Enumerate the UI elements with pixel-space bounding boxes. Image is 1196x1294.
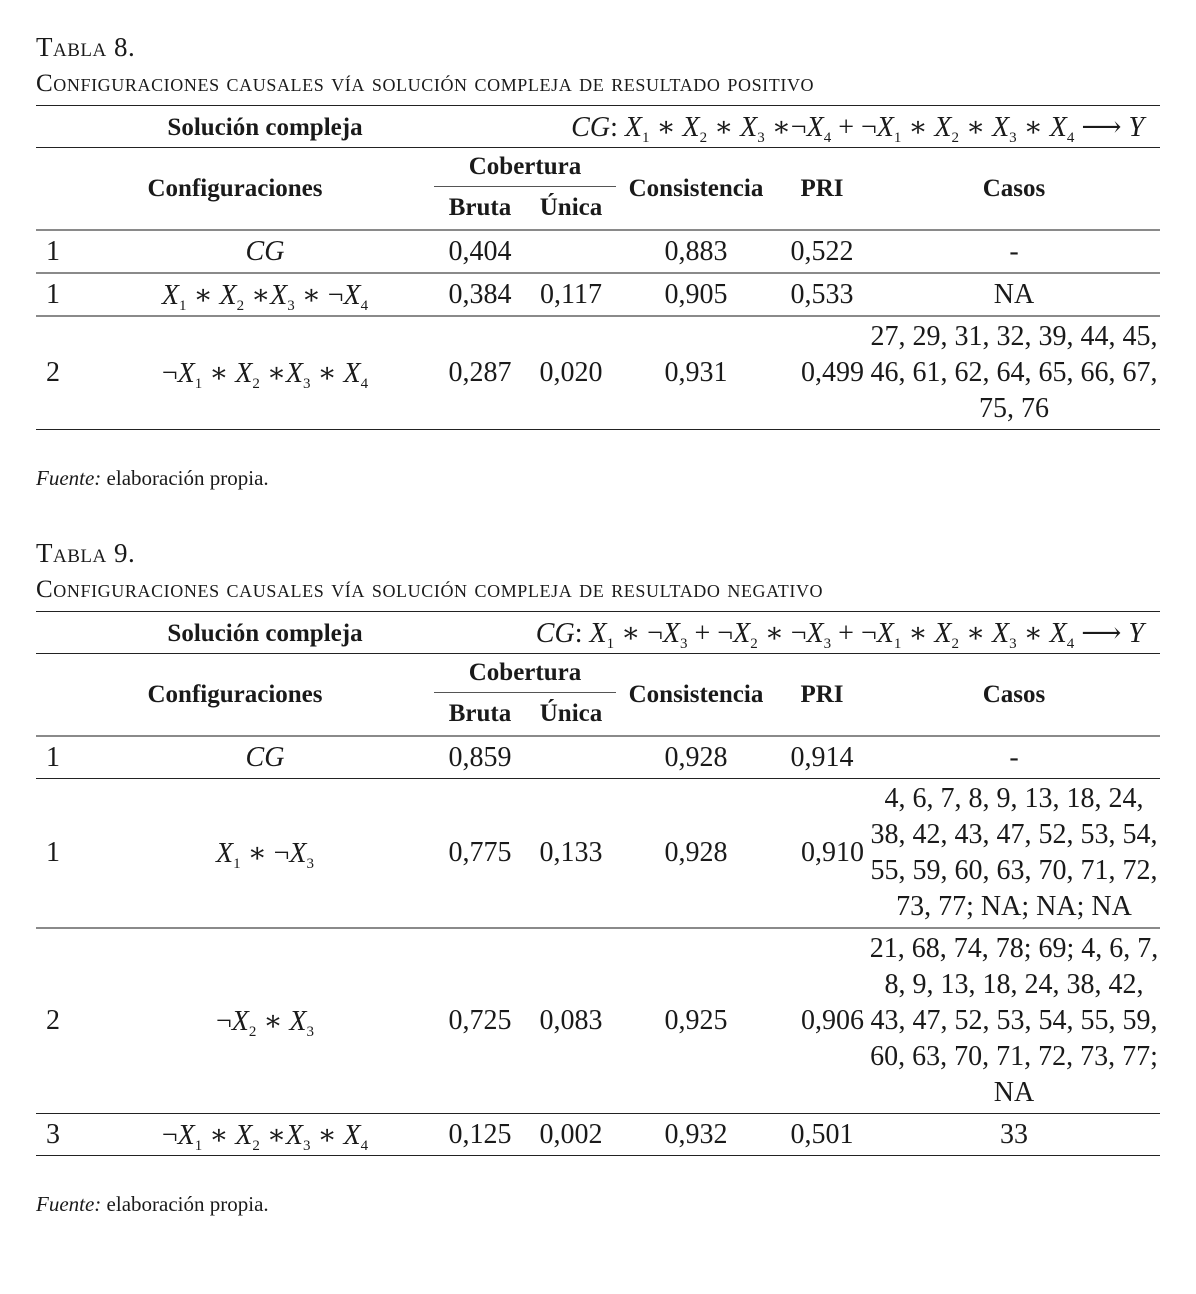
row-casos: NA (868, 273, 1160, 316)
solution-formula-cell (434, 106, 1160, 148)
row-consistencia: 0,905 (616, 273, 776, 316)
header-pri: PRI (776, 148, 868, 231)
row-consistencia: 0,928 (616, 736, 776, 779)
row-bruta: 0,775 (434, 779, 526, 929)
config-text: $\neg X_1$ ∗ $X_2$ $∗X_3$ ∗ $X_4$ (161, 358, 369, 392)
row-config (96, 273, 434, 316)
row-index: 3 (36, 1114, 96, 1156)
row-config (96, 230, 434, 273)
config-text: CG (245, 741, 285, 773)
row-casos: 27, 29, 31, 32, 39, 44, 45, 46, 61, 62, 64, 65, 66, 67, 75, 76 (868, 316, 1160, 430)
config-text: $\neg X_2$ ∗ $X_3$ (215, 1006, 315, 1040)
header-unica: Única (539, 700, 603, 727)
row-config (96, 736, 434, 779)
table-caption: Configuraciones causales vía solución compleja de resultado positivo (36, 70, 815, 97)
table-8-block (36, 32, 1160, 491)
table-row (36, 736, 1160, 779)
solution-label: Solución compleja (167, 113, 363, 141)
table-row (36, 1114, 1160, 1156)
solution-formula: CG: $X_1$ ∗ $\neg X_3$ + $\neg X_2$ ∗ $\neg X_3$ + $\neg X_1$ ∗ $X_2$ ∗ $X_3$ ∗ $X_4$ ⟶ Y (535, 617, 1144, 652)
row-casos: 4, 6, 7, 8, 9, 13, 18, 24, 38, 42, 43, 47, 52, 53, 54, 55, 59, 60, 63, 70, 71, 72, 73, 77; NA; NA; NA (868, 779, 1160, 929)
row-casos: 33 (868, 1114, 1160, 1156)
row-unica: 0,020 (526, 316, 616, 430)
header-configuraciones: Configuraciones (36, 654, 434, 737)
config-text: CG (245, 235, 285, 267)
row-consistencia: 0,931 (616, 316, 776, 430)
results-table (36, 611, 1160, 1156)
row-consistencia: 0,883 (616, 230, 776, 273)
source-label: Fuente: (36, 1192, 102, 1216)
row-pri: 0,910 (776, 779, 868, 929)
table-row (36, 779, 1160, 929)
row-pri: 0,501 (776, 1114, 868, 1156)
row-unica: 0,002 (526, 1114, 616, 1156)
config-text: $X_1$ ∗ $\neg X_3$ (215, 838, 315, 872)
source-label: Fuente: (36, 466, 102, 490)
row-consistencia: 0,932 (616, 1114, 776, 1156)
header-pri: PRI (776, 654, 868, 737)
row-consistencia: 0,928 (616, 779, 776, 929)
solution-formula-cell (434, 612, 1160, 654)
table-row (36, 273, 1160, 316)
row-bruta: 0,125 (434, 1114, 526, 1156)
table-label: Tabla 9. (36, 538, 136, 568)
source-text: elaboración propia. (106, 466, 269, 490)
row-pri: 0,522 (776, 230, 868, 273)
row-config (96, 928, 434, 1114)
row-unica: 0,083 (526, 928, 616, 1114)
row-bruta: 0,384 (434, 273, 526, 316)
row-index: 1 (36, 273, 96, 316)
row-casos: 21, 68, 74, 78; 69; 4, 6, 7, 8, 9, 13, 18, 24, 38, 42, 43, 47, 52, 53, 54, 55, 59, 60, 63, 70, 71, 72, 73, 77; NA (868, 928, 1160, 1114)
row-index: 1 (36, 736, 96, 779)
header-casos: Casos (868, 654, 1160, 737)
row-config (96, 316, 434, 430)
solution-formula: CG: $X_1$ ∗ $X_2$ ∗ $X_3$ $∗\neg X_4$ + $\neg X_1$ ∗ $X_2$ ∗ $X_3$ ∗ $X_4$ ⟶ Y (571, 111, 1145, 146)
solution-label: Solución compleja (167, 619, 363, 647)
row-index: 2 (36, 316, 96, 430)
header-consistencia: Consistencia (616, 148, 776, 231)
row-consistencia: 0,925 (616, 928, 776, 1114)
row-pri: 0,499 (776, 316, 868, 430)
header-unica: Única (539, 194, 603, 221)
row-casos: - (868, 230, 1160, 273)
table-9-block (36, 538, 1160, 1217)
row-pri: 0,906 (776, 928, 868, 1114)
row-unica (526, 736, 616, 779)
row-bruta: 0,404 (434, 230, 526, 273)
header-cobertura: Cobertura (434, 654, 616, 693)
row-pri: 0,533 (776, 273, 868, 316)
config-text: $X_1$ ∗ $X_2$ $∗X_3$ ∗ $\neg X_4$ (161, 279, 369, 314)
source-note (36, 1192, 1160, 1217)
row-unica (526, 230, 616, 273)
table-label: Tabla 8. (36, 32, 136, 62)
header-configuraciones: Configuraciones (36, 148, 434, 231)
row-config (96, 1114, 434, 1156)
row-bruta: 0,859 (434, 736, 526, 779)
results-table (36, 105, 1160, 430)
row-bruta: 0,287 (434, 316, 526, 430)
row-index: 1 (36, 779, 96, 929)
table-row (36, 928, 1160, 1114)
header-bruta: Bruta (448, 194, 512, 221)
config-text: $\neg X_1$ ∗ $X_2$ $∗X_3$ ∗ $X_4$ (161, 1119, 369, 1154)
header-row (36, 654, 1160, 693)
table-caption: Configuraciones causales vía solución compleja de resultado negativo (36, 576, 824, 603)
row-unica: 0,117 (526, 273, 616, 316)
row-index: 1 (36, 230, 96, 273)
header-consistencia: Consistencia (616, 654, 776, 737)
header-row (36, 148, 1160, 187)
row-config (96, 779, 434, 929)
header-bruta: Bruta (448, 700, 512, 727)
row-index: 2 (36, 928, 96, 1114)
header-casos: Casos (868, 148, 1160, 231)
table-row (36, 230, 1160, 273)
source-text: elaboración propia. (106, 1192, 269, 1216)
solution-row (36, 106, 1160, 148)
row-casos: - (868, 736, 1160, 779)
header-cobertura: Cobertura (434, 148, 616, 187)
row-unica: 0,133 (526, 779, 616, 929)
row-bruta: 0,725 (434, 928, 526, 1114)
row-pri: 0,914 (776, 736, 868, 779)
table-row (36, 316, 1160, 430)
source-note (36, 466, 1160, 491)
solution-row (36, 612, 1160, 654)
